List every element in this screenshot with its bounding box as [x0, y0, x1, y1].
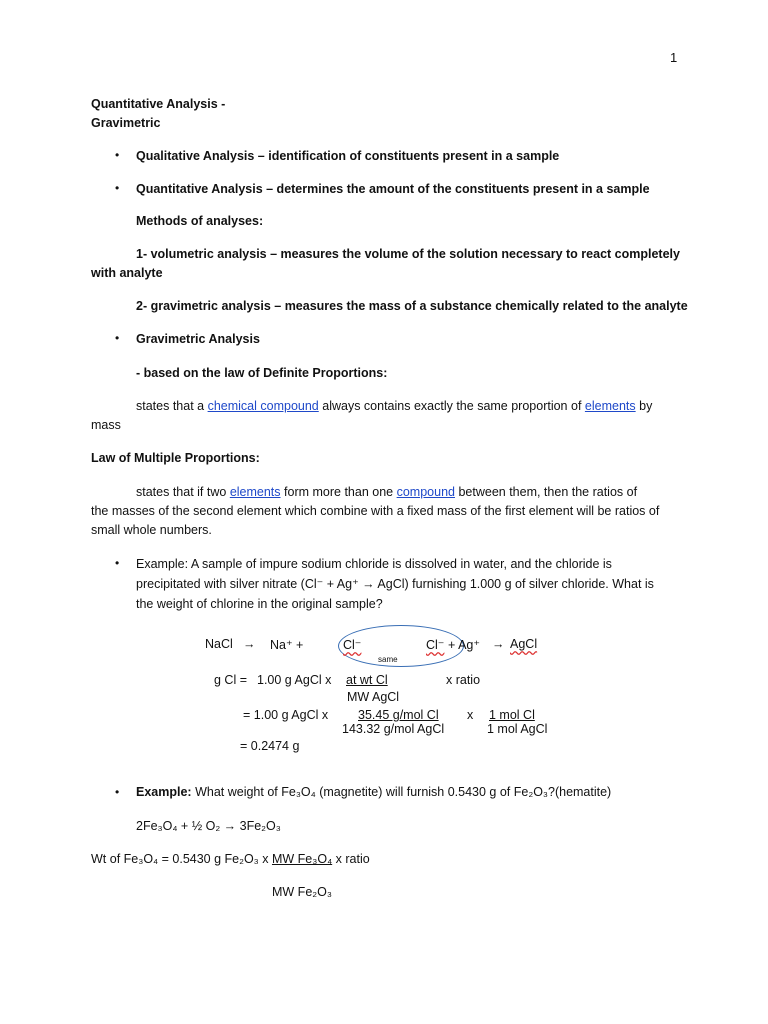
link-elements-2[interactable]: elements — [229, 485, 281, 499]
eq-plus-ag: + Ag⁺ — [448, 638, 480, 652]
multiple-line-3: small whole numbers. — [91, 523, 212, 537]
wt-line-mw: MW Fe₃O₄ — [271, 852, 333, 866]
example-1-line-1: Example: A sample of impure sodium chloride is dissolved in water, and the chloride is — [136, 557, 612, 571]
multiple-text-b: form more than one — [284, 485, 394, 499]
eq-at-wt: at wt Cl — [346, 673, 388, 687]
eq-same-label: same — [378, 655, 398, 664]
eq-2-denominator-2: 1 mol AgCl — [487, 722, 548, 736]
eq-nacl: NaCl — [205, 637, 233, 651]
page-number: 1 — [670, 50, 678, 65]
title-line-1: Quantitative Analysis - — [91, 97, 226, 111]
eq-gcl: g Cl = — [214, 673, 248, 687]
example-2-label: Example: — [136, 785, 192, 799]
wt-line — [91, 851, 370, 867]
multiple-text-c: between them, then the ratios of — [458, 485, 638, 499]
definite-text-a: states that a — [136, 399, 205, 413]
methods-heading: Methods of analyses: — [136, 214, 264, 228]
eq-mw-agcl: MW AgCl — [347, 690, 400, 704]
multiple-heading: Law of Multiple Proportions: — [91, 451, 260, 465]
definite-text-line-2: mass — [91, 418, 121, 432]
eq-2-numerator: 35.45 g/mol Cl — [358, 708, 439, 722]
multiple-text-a: states that if two — [136, 485, 227, 499]
multiple-line-2: the masses of the second element which combine with a fixed mass of the first element will be ratios of — [91, 504, 660, 518]
eq-cl-right: Cl⁻ — [426, 638, 445, 652]
eq-gcl-val: 1.00 g AgCl x — [257, 673, 332, 687]
example-2-text: What weight of Fe₃O₄ (magnetite) will furnish 0.5430 g of Fe₂O₃?(hematite) — [195, 785, 612, 799]
bullet-quantitative: Quantitative Analysis – determines the amount of the constituents present in a sample — [136, 182, 650, 196]
definite-text-line-1 — [136, 398, 652, 414]
definite-heading: - based on the law of Definite Proportions: — [136, 366, 388, 380]
bullet-qualitative: Qualitative Analysis – identification of constituents present in a sample — [136, 149, 560, 163]
example-2 — [136, 784, 611, 800]
bullet-marker: • — [115, 785, 120, 799]
bullet-marker: • — [115, 148, 120, 162]
link-compound[interactable]: compound — [396, 485, 455, 499]
bullet-marker: • — [115, 556, 120, 570]
definite-text-b: always contains exactly the same proportion of — [322, 399, 582, 413]
eq-cl-left: Cl⁻ — [343, 638, 362, 652]
bullet-marker: • — [115, 181, 120, 195]
bullet-marker: • — [115, 331, 120, 345]
example-1-line-2: precipitated with silver nitrate (Cl⁻ + Ag⁺ → AgCl) furnishing 1.000 g of silver chloride. What is — [136, 577, 654, 591]
link-chemical-compound[interactable]: chemical compound — [207, 399, 319, 413]
wt-line-a: Wt of Fe₃O₄ = 0.5430 g Fe₂O₃ x — [91, 852, 269, 866]
link-elements[interactable]: elements — [584, 399, 636, 413]
bullet-gravimetric: Gravimetric Analysis — [136, 332, 260, 346]
title-line-2: Gravimetric — [91, 116, 161, 130]
eq-arrow-2: → — [492, 637, 505, 651]
definite-text-c: by — [639, 399, 653, 413]
eq-result: = 0.2474 g — [240, 739, 300, 753]
eq-2-denominator: 143.32 g/mol AgCl — [342, 722, 445, 736]
multiple-line-1 — [136, 484, 637, 500]
method-1-line-2: with analyte — [91, 266, 163, 280]
method-1-line-1: 1- volumetric analysis – measures the volume of the solution necessary to react completely — [136, 247, 680, 261]
eq-2-numerator-2: 1 mol Cl — [489, 708, 535, 722]
wt-line-b: x ratio — [335, 852, 370, 866]
eq-agcl: AgCl — [510, 637, 538, 651]
reaction-line: 2Fe₃O₄ + ½ O₂ → 3Fe₂O₃ — [136, 819, 281, 833]
eq-x-ratio: x ratio — [446, 673, 481, 687]
eq-2-a: = 1.00 g AgCl x — [243, 708, 329, 722]
mw-fe2o3: MW Fe₂O₃ — [272, 885, 332, 899]
example-1-line-3: the weight of chlorine in the original sample? — [136, 597, 383, 611]
eq-2-x: x — [467, 708, 474, 722]
eq-arrow-1: → — [243, 637, 256, 651]
method-2: 2- gravimetric analysis – measures the mass of a substance chemically related to the analyte — [136, 299, 688, 313]
eq-na-plus: Na⁺ + — [270, 638, 304, 652]
